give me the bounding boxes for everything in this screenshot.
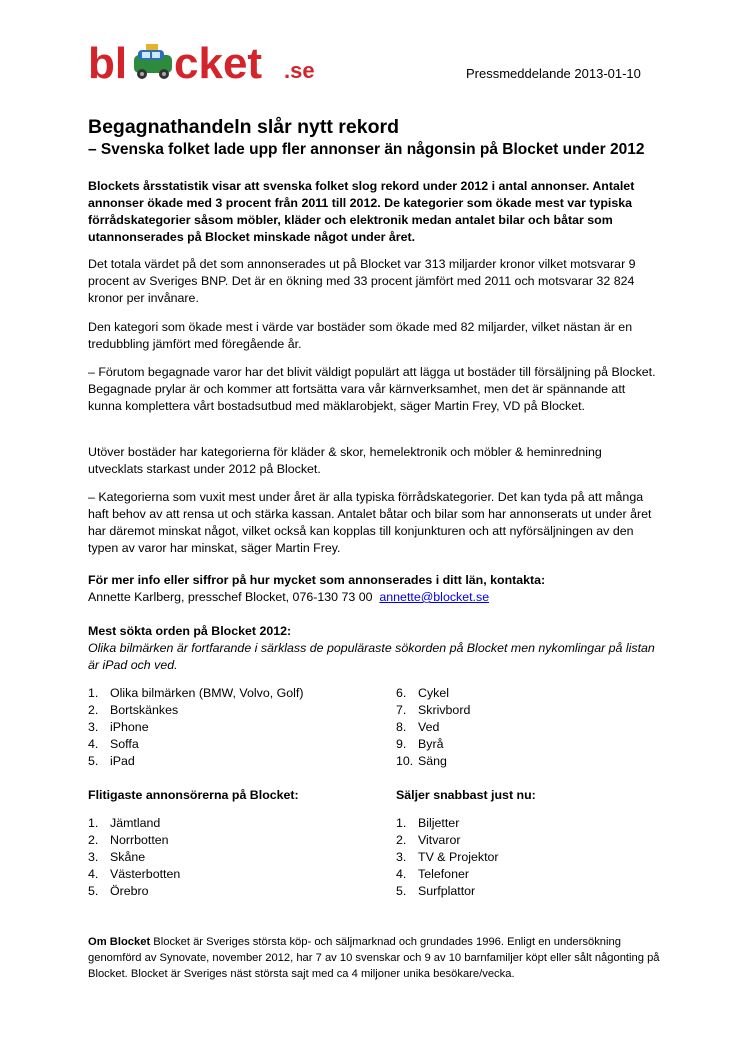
blocket-logo-graphic — [88, 40, 338, 84]
list-item: 5. iPad — [88, 754, 135, 768]
paragraph-housing: Den kategori som ökade mest i värde var bostäder som ökade med 82 miljarder, vilket nästan är en tredubbling jämfört med föregående år. — [88, 320, 633, 351]
lead-paragraph: Blockets årsstatistik visar att svenska folket slog rekord under 2012 i antal annonser. Antalet annonser ökade med 3 procent från 2011 till 2012. De kategorier som ökade mest var typiska förrådskategorier såsom möbler, kläder och elektronik medan antalet bilar och båtar som utannonserades på Blocket minskade något under året. — [88, 179, 635, 244]
searched-list-left — [88, 685, 303, 770]
contact-line — [88, 589, 660, 606]
list-item: 9. Byrå — [396, 737, 444, 751]
list-item: 1. Olika bilmärken (BMW, Volvo, Golf) — [88, 686, 304, 700]
advertisers-heading: Flitigaste annonsörerna på Blocket: — [88, 788, 299, 802]
blocket-logo — [88, 40, 338, 84]
list-item: 7. Skrivbord — [396, 703, 471, 717]
list-item: 3. iPhone — [88, 720, 149, 734]
list-item: 8. Ved — [396, 720, 440, 734]
logo-suffix: .se — [284, 58, 315, 83]
list-item: 4. Telefoner — [396, 867, 469, 881]
searched-heading: Mest sökta orden på Blocket 2012: — [88, 624, 292, 638]
searched-list-right — [396, 685, 470, 770]
list-item: 2. Bortskänkes — [88, 703, 179, 717]
searched-block — [88, 623, 660, 674]
list-item: 1. Jämtland — [88, 816, 161, 830]
fastest-heading: Säljer snabbast just nu: — [396, 788, 536, 802]
list-item: 10. Säng — [396, 754, 447, 768]
list-item: 3. Skåne — [88, 850, 146, 864]
contact-heading: För mer info eller siffror på hur mycket som annonserades i ditt län, kontakta: — [88, 573, 546, 587]
about-label: Om Blocket — [88, 936, 151, 948]
fastest-list — [396, 815, 499, 900]
list-item: 3. TV & Projektor — [396, 850, 499, 864]
contact-email-link[interactable]: annette@blocket.se — [379, 590, 490, 604]
page-subtitle: – Svenska folket lade upp fler annonser än någonsin på Blocket under 2012 — [88, 141, 645, 158]
paragraph-value: Det totala värdet på det som annonserades ut på Blocket var 313 miljarder kronor vilket motsvarar 9 procent av Sveriges BNP. Det är en ökning med 33 procent jämfört med 2011 och motsvarar 32 824 kronor per invånare. — [88, 257, 636, 305]
press-release-date: Pressmeddelande 2013-01-10 — [466, 66, 641, 81]
about-blocket — [88, 935, 660, 982]
page-title: Begagnathandeln slår nytt rekord — [88, 116, 399, 138]
list-item: 5. Örebro — [88, 884, 149, 898]
logo-letters-cket: cket — [174, 40, 263, 84]
advertisers-list — [88, 815, 180, 900]
searched-intro: Olika bilmärken är fortfarande i särklass de populäraste sökorden på Blocket men nykomlingar på listan är iPad och ved. — [88, 641, 655, 672]
list-item: 1. Biljetter — [396, 816, 460, 830]
logo-car-icon — [134, 44, 172, 79]
list-item: 4. Västerbotten — [88, 867, 181, 881]
list-item: 6. Cykel — [396, 686, 449, 700]
paragraph-categories: Utöver bostäder har kategorierna för kläder & skor, hemelektronik och möbler & heminredning utvecklats starkast under 2012 på Blocket. — [88, 445, 602, 476]
list-item: 2. Vitvaror — [396, 833, 461, 847]
contact-text: Annette Karlberg, presschef Blocket, 076-130 73 00 — [88, 590, 373, 604]
list-item: 4. Soffa — [88, 737, 139, 751]
logo-letters-bl: bl — [88, 40, 128, 84]
list-item: 5. Surfplattor — [396, 884, 476, 898]
paragraph-quote-2: – Kategorierna som vuxit mest under året är alla typiska förrådskategorier. Det kan tyda på att många haft behov av att rensa ut och stärka kassan. Antalet båtar och bilar som har annonserats ut under året har däremot minskat något, vilket också kan kopplas till konjunkturen och att nyförsäljningen av den typen av varor har minskat, säger Martin Frey. — [88, 490, 652, 555]
about-text: Blocket är Sveriges största köp- och säljmarknad och grundades 1996. Enligt en undersökning genomförd av Synovate, november 2012, har 7 av 10 svenskar och 9 av 10 barnfamiljer köpt eller sålt någonting på Blocket. Blocket är Sveriges näst största sajt med ca 4 miljoner unika besökare/vecka. — [88, 936, 660, 980]
paragraph-quote-1: – Förutom begagnade varor har det blivit väldigt populärt att lägga ut bostäder till försäljning på Blocket. Begagnade prylar är och kommer att fortsätta vara vår kärnverksamhet, men det är spännande att kunna komplettera vårt bostadsutbud med mäklarobjekt, säger Martin Frey, VD på Blocket. — [88, 365, 656, 413]
list-item: 2. Norrbotten — [88, 833, 169, 847]
contact-block — [88, 572, 660, 606]
